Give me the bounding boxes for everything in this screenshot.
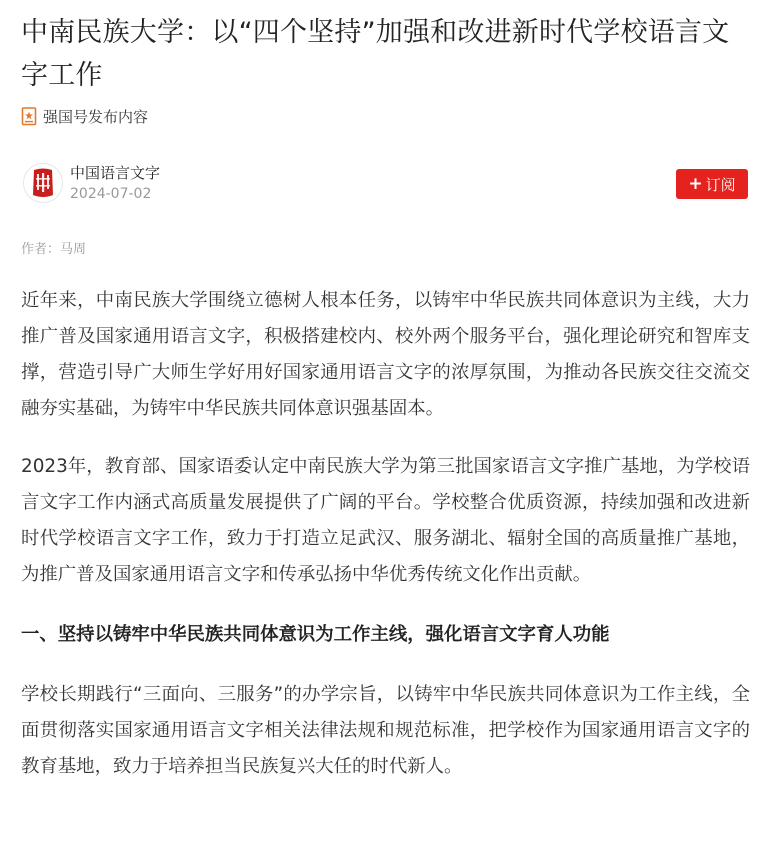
source-tag [21,104,747,128]
body-paragraph: 2023年，教育部、国家语委认定中南民族大学为第三批国家语言文字推广基地，为学校语言文字工作内涵式高质量发展提供了广阔的平台。学校整合优质资源，持续加强和改进新时代学校语言文字工作，致力于打造立足武汉、服务湖北、辐射全国的高质量推广基地，为推广普及国家通用语言文字和传承弘扬中华优秀传统文化作出贡献。 [21,456,750,585]
author-line: 作者：马周 [21,242,87,257]
subscribe-label: 订阅 [705,175,736,194]
article-body [21,283,750,785]
plus-icon: + [688,173,703,194]
channel-name[interactable]: 中国语言文字 [70,164,161,182]
channel-logo-seal-icon [24,164,62,202]
source-label: 强国号发布内容 [43,107,149,126]
body-paragraph: 学校长期践行“三面向、三服务”的办学宗旨，以铸牢中华民族共同体意识为工作主线，全面贯彻落实国家通用语言文字相关法律法规和规范标准，把学校作为国家通用语言文字的教育基地，致力于培养担当民族复兴大任的时代新人。 [21,684,750,777]
publish-date: 2024-07-02 [70,186,152,202]
star-badge-icon [21,107,37,126]
channel-avatar[interactable] [23,163,63,203]
article-title: 中南民族大学：以“四个坚持”加强和改进新时代学校语言文字工作 [21,17,730,91]
section-heading: 一、坚持以铸牢中华民族共同体意识为工作主线，强化语言文字育人功能 [21,624,610,645]
subscribe-button[interactable] [676,169,748,199]
body-paragraph: 近年来，中南民族大学围绕立德树人根本任务，以铸牢中华民族共同体意识为主线，大力推广普及国家通用语言文字，积极搭建校内、校外两个服务平台，强化理论研究和智库支撑，营造引导广大师生学好用好国家通用语言文字的浓厚氛围，为推动各民族交往交流交融夯实基础，为铸牢中华民族共同体意识强基固本。 [21,290,750,419]
channel-header [21,160,748,206]
